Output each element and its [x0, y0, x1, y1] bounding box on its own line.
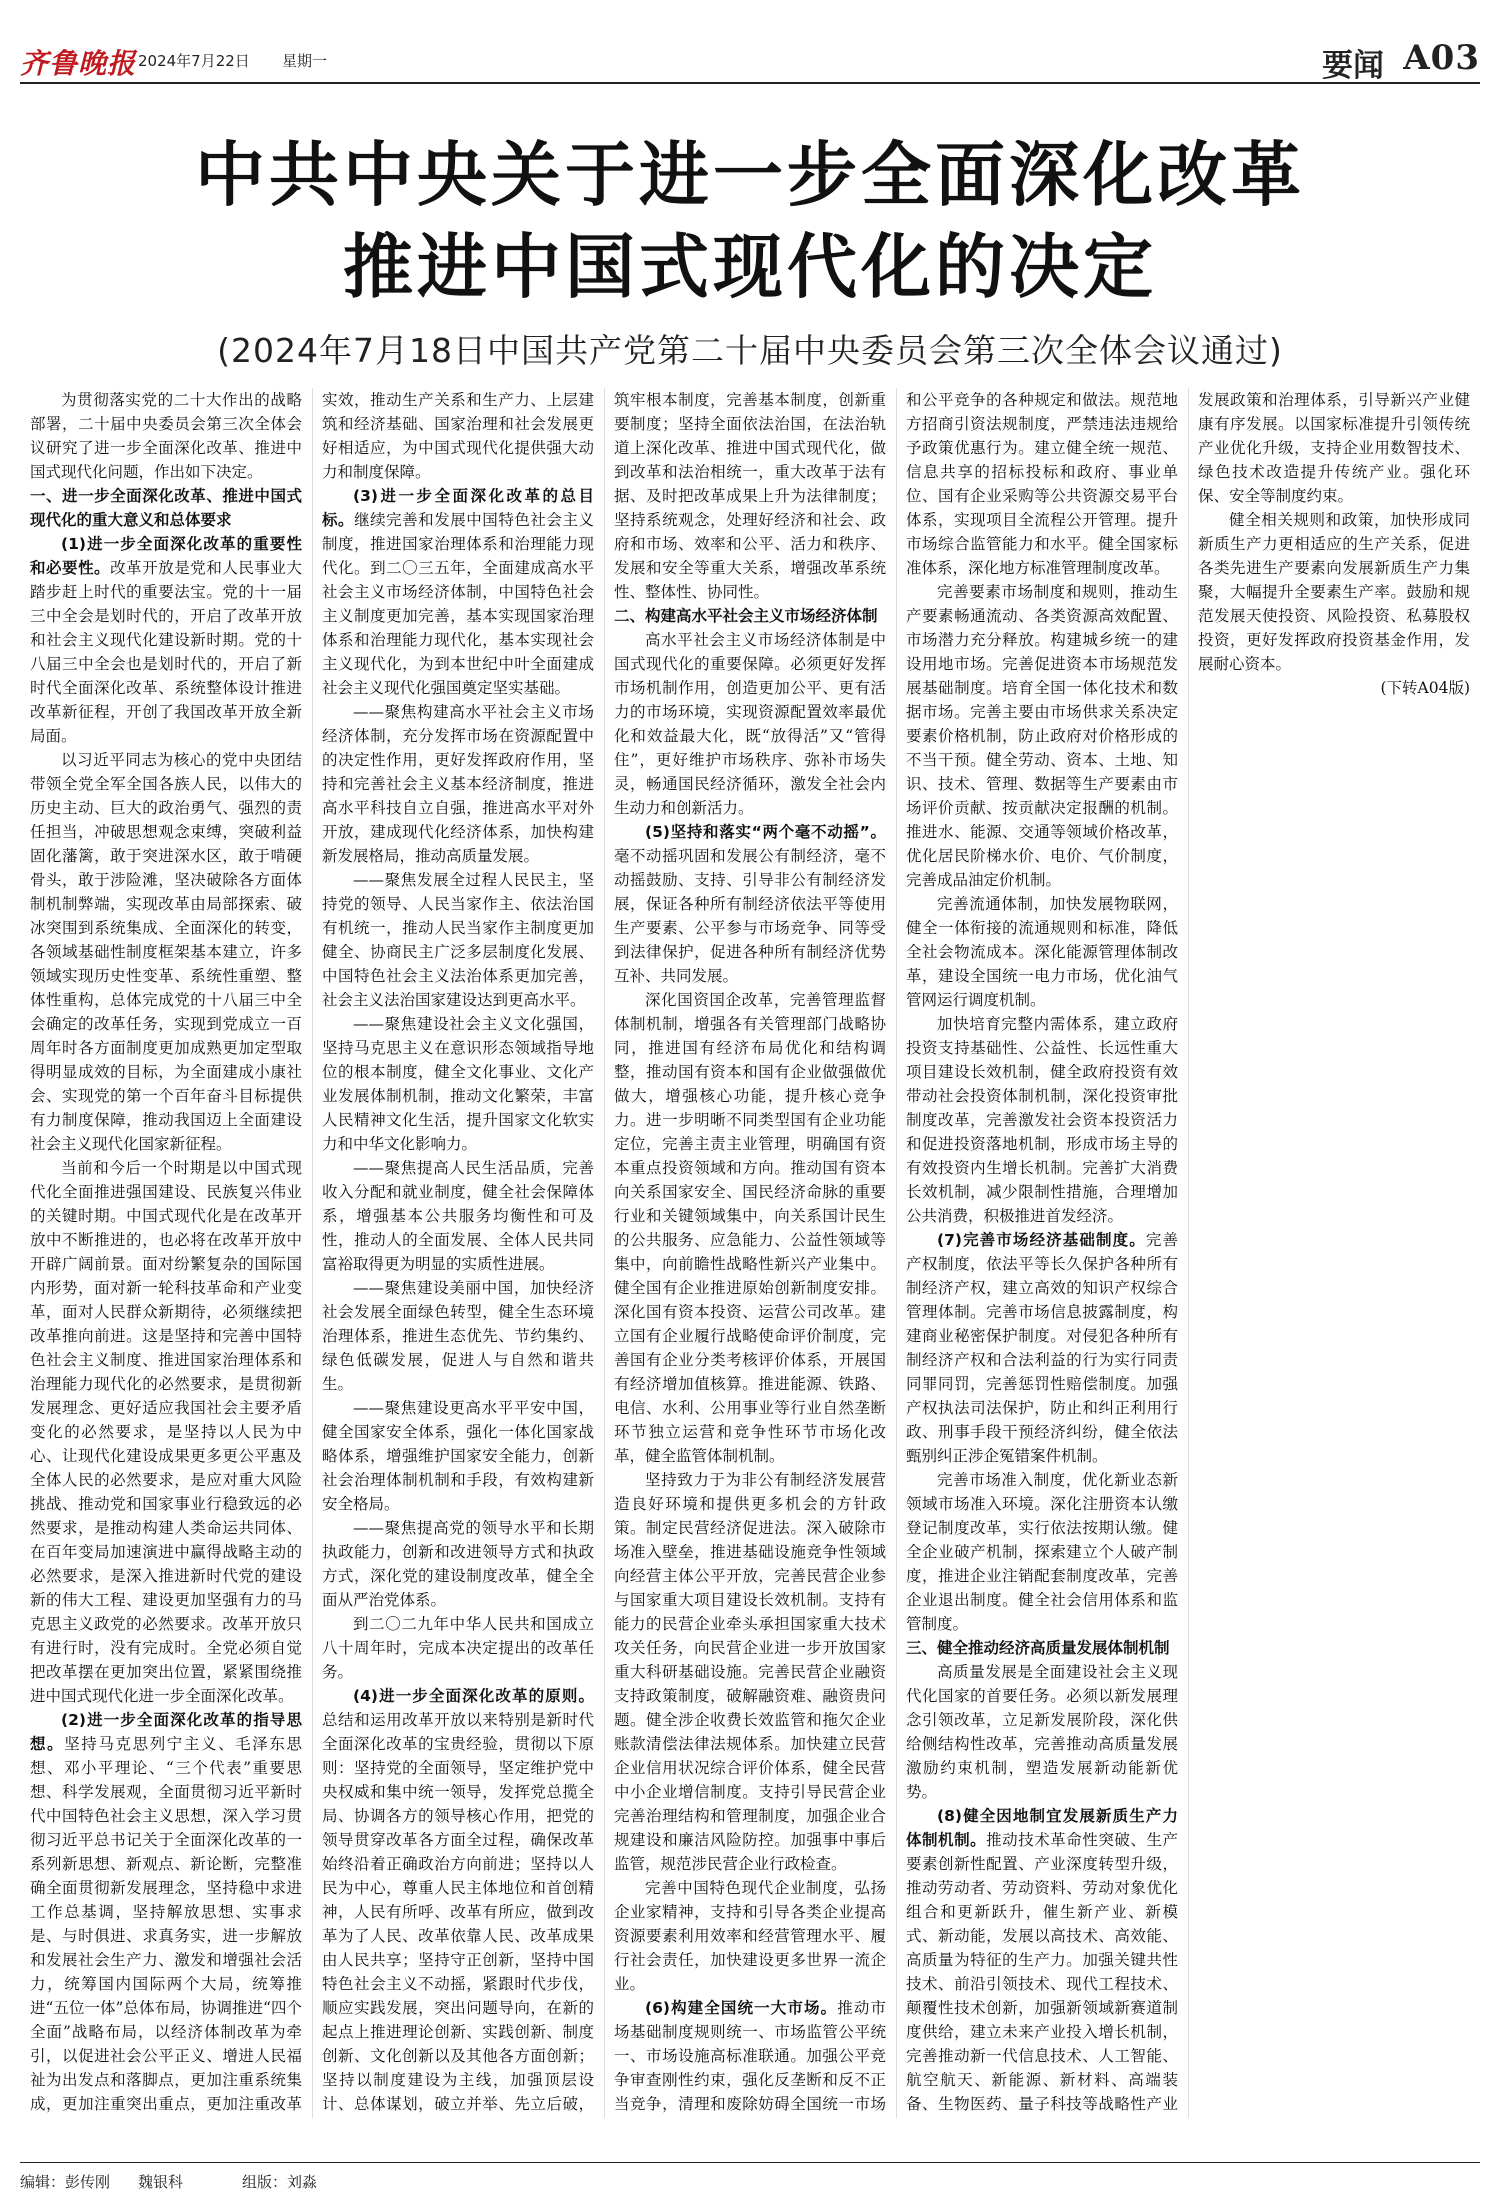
page-footer [20, 2162, 1480, 2193]
article-paragraph: (6)构建全国统一大市场。推动市场基础制度规则统一、市场监管公平统一、市场设施高标准联通。加强公平竞争审查刚性约束，强化反垄断和反不正当竞争，清理和废除妨碍全国统一市场和公平竞争的各种规定和做法。规范地方招商引资法规制度，严禁违法违规给予政策优惠行为。建立健全统一规范、信息共享的招标投标和政府、事业单位、国有企业采购等公共资源交易平台体系，实现项目全流程公开管理。提升市场综合监管能力和水平。健全国家标准体系，深化地方标准管理制度改革。 [614, 391, 1178, 2113]
section-label: 要闻 [1322, 48, 1384, 84]
article-paragraph: 当前和今后一个时期是以中国式现代化全面推进强国建设、民族复兴伟业的关键时期。中国式现代化是在改革开放中不断推进的，也必将在改革开放中开辟广阔前景。面对纷繁复杂的国际国内形势，面对新一轮科技革命和产业变革，面对人民群众新期待，必须继续把改革推向前进。这是坚持和完善中国特色社会主义制度、推进国家治理体系和治理能力现代化的必然要求，是贯彻新发展理念、更好适应我国社会主要矛盾变化的必然要求，是坚持以人民为中心、让现代化建设成果更多更公平惠及全体人民的必然要求，是应对重大风险挑战、推动党和国家事业行稳致远的必然要求，是推动构建人类命运共同体、在百年变局加速演进中赢得战略主动的必然要求，是深入推进新时代党的建设新的伟大工程、建设更加坚强有力的马克思主义政党的必然要求。改革开放只有进行时，没有完成时。全党必须自觉把改革摆在更加突出位置，紧紧围绕推进中国式现代化进一步全面深化改革。 [30, 1159, 302, 1705]
article-paragraph: ——聚焦建设更高水平平安中国，健全国家安全体系，强化一体化国家战略体系，增强维护国家安全能力，创新社会治理体制机制和手段，有效构建新安全格局。 [322, 1399, 594, 1513]
article-paragraph: 完善中国特色现代企业制度，弘扬企业家精神，支持和引导各类企业提高资源要素利用效率和经营管理水平、履行社会责任，加快建设更多世界一流企业。 [614, 1879, 886, 1993]
subsection-heading: (3)进一步全面深化改革的总目标。 [322, 487, 594, 529]
article-paragraph: 为贯彻落实党的二十大作出的战略部署，二十届中央委员会第三次全体会议研究了进一步全面深化改革、推进中国式现代化问题，作出如下决定。 [30, 391, 302, 481]
article-paragraph: 二、构建高水平社会主义市场经济体制 [614, 607, 878, 625]
article-paragraph: 坚持致力于为非公有制经济发展营造良好环境和提供更多机会的方针政策。制定民营经济促进法。深入破除市场准入壁垒，推进基础设施竞争性领域向经营主体公平开放，完善民营企业参与国家重大项目建设长效机制。支持有能力的民营企业牵头承担国家重大技术攻关任务，向民营企业进一步开放国家重大科研基础设施。完善民营企业融资支持政策制度，破解融资难、融资贵问题。健全涉企收费长效监管和拖欠企业账款清偿法律法规体系。加快建立民营企业信用状况综合评价体系，健全民营中小企业增信制度。支持引导民营企业完善治理结构和管理制度，加强企业合规建设和廉洁风险防控。加强事中事后监管，规范涉民营企业行政检查。 [614, 1471, 886, 1873]
article-paragraph: (4)进一步全面深化改革的原则。总结和运用改革开放以来特别是新时代全面深化改革的宝贵经验，贯彻以下原则：坚持党的全面领导，坚定维护党中央权威和集中统一领导，发挥党总揽全局、协调各方的领导核心作用，把党的领导贯穿改革各方面全过程，确保改革始终沿着正确政治方向前进；坚持以人民为中心，尊重人民主体地位和首创精神，人民有所呼、改革有所应，做到改革为了人民、改革依靠人民、改革成果由人民共享；坚持守正创新，坚持中国特色社会主义不动摇，紧跟时代步伐，顺应实践发展，突出问题导向，在新的起点上推进理论创新、实践创新、制度创新、文化创新以及其他各方面创新；坚持以制度建设为主线，加强顶层设计、总体谋划，破立并举、先立后破，筑牢根本制度，完善基本制度，创新重要制度；坚持全面依法治国，在法治轨道上深化改革、推进中国式现代化，做到改革和法治相统一，重大改革于法有据、及时把改革成果上升为法律制度；坚持系统观念，处理好经济和社会、政府和市场、效率和公平、活力和秩序、发展和安全等重大关系，增强改革系统性、整体性、协同性。 [322, 391, 886, 2113]
article-paragraph: (下转A04版) [1380, 679, 1470, 697]
headline-subtitle: (2024年7月18日中国共产党第二十届中央委员会第三次全体会议通过) [217, 331, 1283, 370]
footer-editor-2: 魏银科 [138, 2173, 184, 2191]
subsection-heading: (8)健全因地制宜发展新质生产力体制机制。 [906, 1807, 1178, 1849]
article-paragraph: 完善市场准入制度，优化新业态新领域市场准入环境。深化注册资本认缴登记制度改革，实行依法按期认缴。健全企业破产机制，探索建立个人破产制度，推进企业注销配套制度改革，完善企业退出制度。健全社会信用体系和监管制度。 [906, 1471, 1178, 1633]
article-paragraph: (5)坚持和落实“两个毫不动摇”。毫不动摇巩固和发展公有制经济，毫不动摇鼓励、支持、引导非公有制经济发展，保证各种所有制经济依法平等使用生产要素、公平参与市场竞争、同等受到法律保护，促进各种所有制经济优势互补、共同发展。 [614, 823, 886, 985]
subsection-heading: (4)进一步全面深化改革的原则。 [353, 1687, 594, 1705]
article-paragraph: 高水平社会主义市场经济体制是中国式现代化的重要保障。必须更好发挥市场机制作用，创造更加公平、更有活力的市场环境，实现资源配置效率最优化和效益最大化，既“放得活”又“管得住”，更好维护市场秩序、弥补市场失灵，畅通国民经济循环，激发全社会内生动力和创新活力。 [614, 631, 886, 817]
issue-weekday: 星期一 [282, 52, 328, 70]
article-paragraph: 高质量发展是全面建设社会主义现代化国家的首要任务。必须以新发展理念引领改革，立足新发展阶段，深化供给侧结构性改革，完善推动高质量发展激励约束机制，塑造发展新动能新优势。 [906, 1663, 1178, 1801]
headline-line-1: 中共中央关于进一步全面深化改革 [195, 134, 1305, 216]
subsection-heading: (2)进一步全面深化改革的指导思想。 [30, 1711, 302, 1753]
article-paragraph: (7)完善市场经济基础制度。完善产权制度，依法平等长久保护各种所有制经济产权，建立高效的知识产权综合管理体制。完善市场信息披露制度，构建商业秘密保护制度。对侵犯各种所有制经济产权和合法利益的行为实行同责同罪同罚，完善惩罚性赔偿制度。加强产权执法司法保护，防止和纠正利用行政、刑事手段干预经济纠纷，健全依法甄别纠正涉企冤错案件机制。 [906, 1231, 1178, 1465]
article-paragraph: 加快培育完整内需体系，建立政府投资支持基础性、公益性、长远性重大项目建设长效机制，健全政府投资有效带动社会投资体制机制，深化投资审批制度改革，完善激发社会资本投资活力和促进投资落地机制，形成市场主导的有效投资内生增长机制。完善扩大消费长效机制，减少限制性措施，合理增加公共消费，积极推进首发经济。 [906, 1015, 1178, 1225]
article-paragraph: ——聚焦提高党的领导水平和长期执政能力，创新和改进领导方式和执政方式，深化党的建设制度改革，健全全面从严治党体系。 [322, 1519, 594, 1609]
article-paragraph: 到二〇二九年中华人民共和国成立八十周年时，完成本决定提出的改革任务。 [322, 1615, 594, 1681]
masthead [20, 38, 1480, 84]
article-paragraph: 一、进一步全面深化改革、推进中国式现代化的重大意义和总体要求 [30, 487, 302, 529]
article-paragraph: (2)进一步全面深化改革的指导思想。坚持马克思列宁主义、毛泽东思想、邓小平理论、“三个代表”重要思想、科学发展观，全面贯彻习近平新时代中国特色社会主义思想，深入学习贯彻习近平总书记关于全面深化改革的一系列新思想、新观点、新论断，完整准确全面贯彻新发展理念，坚持稳中求进工作总基调，坚持解放思想、实事求是、与时俱进、求真务实，进一步解放和发展社会生产力、激发和增强社会活力，统筹国内国际两个大局，统筹推进“五位一体”总体布局，协调推进“四个全面”战略布局，以经济体制改革为牵引，以促进社会公平正义、增进人民福祉为出发点和落脚点，更加注重系统集成，更加注重突出重点，更加注重改革实效，推动生产关系和生产力、上层建筑和经济基础、国家治理和社会发展更好相适应，为中国式现代化提供强大动力和制度保障。 [30, 391, 594, 2113]
article-paragraph: (3)进一步全面深化改革的总目标。继续完善和发展中国特色社会主义制度，推进国家治理体系和治理能力现代化。到二〇三五年，全面建成高水平社会主义市场经济体制，中国特色社会主义制度更加完善，基本实现国家治理体系和治理能力现代化，基本实现社会主义现代化，为到本世纪中叶全面建成社会主义现代化强国奠定坚实基础。 [322, 487, 594, 697]
article-paragraph: ——聚焦构建高水平社会主义市场经济体制，充分发挥市场在资源配置中的决定性作用，更好发挥政府作用，坚持和完善社会主义基本经济制度，推进高水平科技自立自强，推进高水平对外开放，建成现代化经济体系，加快构建新发展格局，推动高质量发展。 [322, 703, 594, 865]
article-paragraph: 完善流通体制，加快发展物联网，健全一体衔接的流通规则和标准，降低全社会物流成本。深化能源管理体制改革，建设全国统一电力市场，优化油气管网运行调度机制。 [906, 895, 1178, 1009]
subsection-heading: (6)构建全国统一大市场。 [645, 1999, 838, 2017]
headline-line-2: 推进中国式现代化的决定 [343, 226, 1157, 308]
paper-logo: 齐鲁晚报 [20, 47, 137, 80]
article-paragraph: 健全相关规则和政策，加快形成同新质生产力更相适应的生产关系，促进各类先进生产要素向发展新质生产力集聚，大幅提升全要素生产率。鼓励和规范发展天使投资、风险投资、私募股权投资，更好发挥政府投资基金作用，发展耐心资本。 [1198, 511, 1470, 673]
subsection-heading: (5)坚持和落实“两个毫不动摇”。 [645, 823, 886, 841]
article-paragraph: ——聚焦提高人民生活品质，完善收入分配和就业制度，健全社会保障体系，增强基本公共服务均衡性和可及性，推动人的全面发展、全体人民共同富裕取得更为明显的实质性进展。 [322, 1159, 594, 1273]
article-body [30, 388, 1470, 2118]
article-paragraph: 以习近平同志为核心的党中央团结带领全党全军全国各族人民，以伟大的历史主动、巨大的政治勇气、强烈的责任担当，冲破思想观念束缚，突破利益固化藩篱，敢于突进深水区，敢于啃硬骨头，敢于涉险滩，坚决破除各方面体制机制弊端，实现改革由局部探索、破冰突围到系统集成、全面深化的转变，各领域基础性制度框架基本建立，许多领域实现历史性变革、系统性重塑、整体性重构，总体完成党的十八届三中全会确定的改革任务，实现到党成立一百周年时各方面制度更加成熟更加定型取得明显成效的目标，为全面建成小康社会、实现党的第一个百年奋斗目标提供有力制度保障，推动我国迈上全面建设社会主义现代化国家新征程。 [30, 751, 302, 1153]
article-paragraph: 完善要素市场制度和规则，推动生产要素畅通流动、各类资源高效配置、市场潜力充分释放。构建城乡统一的建设用地市场。完善促进资本市场规范发展基础制度。培育全国一体化技术和数据市场。完善主要由市场供求关系决定要素价格机制，防止政府对价格形成的不当干预。健全劳动、资本、土地、知识、技术、管理、数据等生产要素由市场评价贡献、按贡献决定报酬的机制。推进水、能源、交通等领域价格改革，优化居民阶梯水价、电价、气价制度，完善成品油定价机制。 [906, 583, 1178, 889]
article-paragraph: ——聚焦建设社会主义文化强国，坚持马克思主义在意识形态领域指导地位的根本制度，健全文化事业、文化产业发展体制机制，推动文化繁荣，丰富人民精神文化生活，提升国家文化软实力和中华文化影响力。 [322, 1015, 594, 1153]
article-paragraph: 三、健全推动经济高质量发展体制机制 [906, 1639, 1170, 1657]
footer-layout: 组版：刘淼 [242, 2173, 318, 2191]
article-paragraph: 深化国资国企改革，完善管理监督体制机制，增强各有关管理部门战略协同，推进国有经济布局优化和结构调整，推动国有资本和国有企业做强做优做大，增强核心功能，提升核心竞争力。进一步明晰不同类型国有企业功能定位，完善主责主业管理，明确国有资本重点投资领域和方向。推动国有资本向关系国家安全、国民经济命脉的重要行业和关键领域集中，向关系国计民生的公共服务、应急能力、公益性领域等集中，向前瞻性战略性新兴产业集中。健全国有企业推进原始创新制度安排。深化国有资本投资、运营公司改革。建立国有企业履行战略使命评价制度，完善国有企业分类考核评价体系，开展国有经济增加值核算。推进能源、铁路、电信、水利、公用事业等行业自然垄断环节独立运营和竞争性环节市场化改革，健全监管体制机制。 [614, 991, 886, 1465]
subsection-heading: (1)进一步全面深化改革的重要性和必要性。 [30, 535, 302, 577]
footer-editor: 编辑：彭传刚 [20, 2173, 111, 2191]
page-number: A03 [1403, 38, 1480, 78]
article-paragraph: (8)健全因地制宜发展新质生产力体制机制。推动技术革命性突破、生产要素创新性配置、产业深度转型升级，推动劳动者、劳动资料、劳动对象优化组合和更新跃升，催生新产业、新模式、新动能，发展以高技术、高效能、高质量为特征的生产力。加强关键共性技术、前沿引领技术、现代工程技术、颠覆性技术创新，加强新领域新赛道制度供给，建立未来产业投入增长机制，完善推动新一代信息技术、人工智能、航空航天、新能源、新材料、高端装备、生物医药、量子科技等战略性产业发展政策和治理体系，引导新兴产业健康有序发展。以国家标准提升引领传统产业优化升级，支持企业用数智技术、绿色技术改造提升传统产业。强化环保、安全等制度约束。 [906, 391, 1470, 2113]
issue-date: 2024年7月22日 [138, 52, 250, 70]
article-paragraph: (1)进一步全面深化改革的重要性和必要性。改革开放是党和人民事业大踏步赶上时代的重要法宝。党的十一届三中全会是划时代的，开启了改革开放和社会主义现代化建设新时期。党的十八届三中全会也是划时代的，开启了新时代全面深化改革、系统整体设计推进改革新征程，开创了我国改革开放全新局面。 [30, 535, 302, 745]
subsection-heading: (7)完善市场经济基础制度。 [937, 1231, 1146, 1249]
article-paragraph: ——聚焦发展全过程人民民主，坚持党的领导、人民当家作主、依法治国有机统一，推动人民当家作主制度更加健全、协商民主广泛多层制度化发展、中国特色社会主义法治体系更加完善，社会主义法治国家建设达到更高水平。 [322, 871, 594, 1009]
article-paragraph: ——聚焦建设美丽中国，加快经济社会发展全面绿色转型，健全生态环境治理体系，推进生态优先、节约集约、绿色低碳发展，促进人与自然和谐共生。 [322, 1279, 594, 1393]
